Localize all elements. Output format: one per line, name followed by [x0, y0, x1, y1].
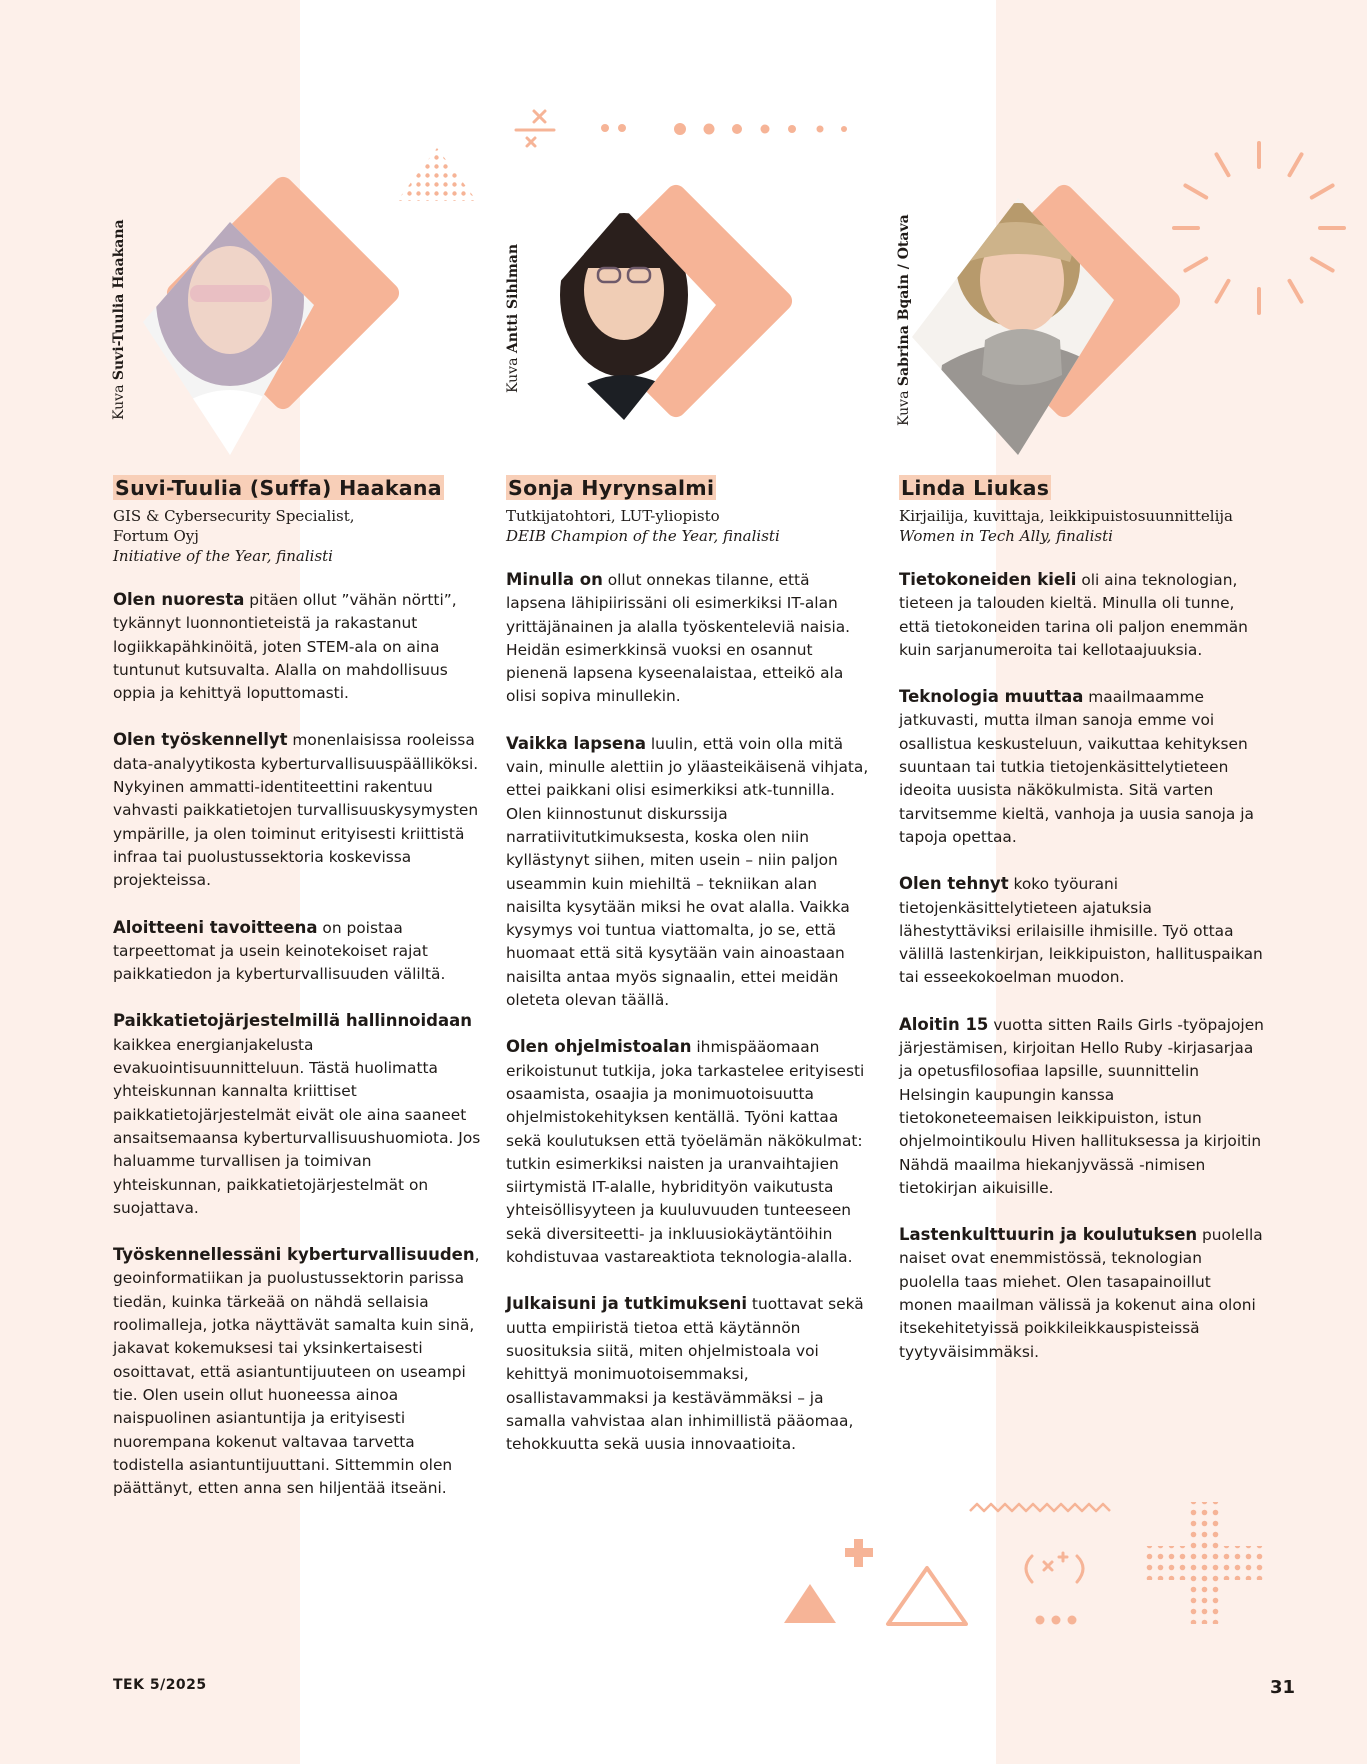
dotted-cross-icon	[1143, 1502, 1265, 1624]
sunburst-icon	[1174, 143, 1344, 313]
body-paragraph: Vaikka lapsena luulin, että voin olla mitä vain, minulle alettiin jo yläasteikäisenä vihjata, ettei paikkani olisi esimerkiksi atk-tunnilla. Olen kiinnostunut diskurssija narratiivitutkimuksesta, koska olen niin kyllästynyt siihen, miten usein – niin paljon useammin kuin miehiltä – tekniikan alan naisilta kysytään miksi he ovat alalla. Vaikka kysymys voi tuntua viattomalta, jo se, että huomaat että sitä kysytään vain ainoastaan naisilta antaa myös signaalin, ettei meidän oleteta olevan täällä.	[506, 733, 869, 1010]
page-number: 31	[1270, 1677, 1296, 1698]
issue-label: TEK 5/2025	[113, 1677, 207, 1693]
person-award: Initiative of the Year, finalisti	[113, 547, 333, 565]
body-paragraph: Olen ohjelmistoalan ihmispääomaan erikoistunut tutkija, joka tarkastelee erityisesti osaamista, osaajia ja monimuotoisuutta ohjelmistokehityksen kentällä. Työni kattaa sekä koulutuksen että työelämän näkökulmat: tutkin esimerkiksi naisten ja uranvaihtajien siirtymistä IT-alalle, hybridityön vaikutusta yhteisöllisyyteen ja kuuluvuuden tunteeseen sekä diversiteetti- ja inkluusiokäytäntöihin kohdistuvaa vastareaktiota teknologia-alalla.	[506, 1037, 865, 1267]
person-title: Tutkijatohtori, LUT-yliopisto	[506, 507, 720, 525]
person-award: Women in Tech Ally, finalisti	[899, 527, 1113, 545]
person-meta	[899, 506, 1267, 546]
body-paragraph: Lastenkulttuurin ja koulutuksen puolella naiset ovat enemmistössä, teknologian puolella taas miehet. Olen tasapainoillut monen maailman välissä ja kokenut aina oloni itsekehitetyissä poikkileikkauspisteissä tyytyväisimmäksi.	[899, 1225, 1263, 1361]
body-paragraph: Paikkatietojärjestelmillä hallinnoidaan kaikkea energianjakelusta evakuointisuunnitteluun. Tästä huolimatta yhteiskunnan kannalta kriittiset paikkatietojärjestelmät eivät ole aina saaneet ansaitsemaansa kyberturvallisuushuomiota. Jos haluamme turvallisen ja toimivan yhteiskunnan, paikkatietojärjestelmät on suojattava.	[113, 1011, 481, 1217]
body-paragraph: Olen nuoresta pitäen ollut ”vähän nörtti”, tykännyt luonnontieteistä ja rakastanut logiikkapähkinöitä, joten STEM-ala on aina tuntunut kutsuvalta. Alalla on mahdollisuus oppia ja kehittyä loputtomasti.	[113, 590, 457, 703]
dotted-triangle-icon	[397, 148, 477, 201]
plus-icon	[845, 1539, 873, 1567]
filled-triangle-icon	[784, 1584, 836, 1623]
person-company: Fortum Oyj	[113, 527, 199, 545]
photo-credit-1: Kuva Suvi-Tuulia Haakana	[111, 219, 127, 420]
body-paragraph: Työskennellessäni kyberturvallisuuden, geoinformatiikan ja puolustussektorin parissa tiedän, kuinka tärkeää on nähdä sellaisia roolimalleja, jotka näyttävät samalta kuin sinä, jakavat kokemuksesi tai yksinkertaisesti osoittavat, että asiantuntijuuteen on useampi tie. Olen usein ollut huoneessa ainoa naispuolinen asiantuntija ja erityisesti nuorempana kokenut valtavaa tarvetta todistella asiantuntijuuttani. Sittemmin olen päättänyt, etten anna sen hiljentää itseäni.	[113, 1245, 480, 1498]
person-meta	[113, 506, 481, 566]
zigzag-icon	[970, 1504, 1110, 1511]
body-paragraph: Julkaisuni ja tutkimukseni tuottavat sekä uutta empiiristä tietoa että käytännön suosituksia siitä, miten ohjelmistoala voi kehittyä monimuotoisemmaksi, osallistavammaksi ja kestävämmäksi – ja samalla vahvistaa alan inhimillistä pääomaa, tehokkuutta sekä uusia innovaatioita.	[506, 1294, 864, 1454]
formula-icon	[1026, 1553, 1083, 1582]
body-paragraph: Aloitin 15 vuotta sitten Rails Girls -työpajojen järjestämisen, kirjoitan Hello Ruby -kirjasarjaa ja opetusfilosofiaa lapsille, suunnittelin Helsingin kaupungin kanssa tietokoneteemaisen leikkipuiston, istun ohjelmointikoulu Hiven hallituksessa ja kirjoitin Nähdä maailma hiekanjyvässä -nimisen tietokirjan aikuisille.	[899, 1014, 1264, 1197]
profile-column-2	[506, 476, 874, 1479]
three-dots-icon	[1036, 1616, 1077, 1625]
photo-credit-3: Kuva Sabrina Bqain / Otava	[896, 214, 912, 426]
times-sign-icon	[516, 111, 554, 146]
body-paragraph: Aloitteeni tavoitteena on poistaa tarpeettomat ja usein keinotekoiset rajat paikkatiedon ja kyberturvallisuuden väliltä.	[113, 917, 446, 984]
outline-triangle-icon	[888, 1568, 966, 1624]
body-paragraph: Tietokoneiden kieli oli aina teknologian, tieteen ja talouden kieltä. Minulla oli tunne, että tietokoneiden tarina oli paljon enemmän kuin sarjanumeroita tai kellotaajuuksia.	[899, 570, 1248, 659]
profile-column-3	[899, 476, 1267, 1387]
profile-column-1	[113, 476, 481, 1523]
body-paragraph: Minulla on ollut onnekas tilanne, että lapsena lähipiirissäni oli esimerkiksi IT-alan yrittäjänainen ja alalla työskenteleviä naisia. Heidän esimerkkinsä vuoksi en osannut pienenä lapsena kyseenalaistaa, etteikö ala olisi sopiva minullekin.	[506, 570, 851, 706]
person-meta	[506, 506, 874, 546]
person-name: Sonja Hyrynsalmi	[508, 476, 715, 500]
body-paragraph: Olen työskennellyt monenlaisissa rooleissa data-analyytikosta kyberturvallisuuspäälliköksi. Nykyinen ammatti-identiteettini rakentuu vahvasti paikkatietojen turvallisuuskysymysten ympärille, ja olen toiminut erityisesti kriittistä infraa tai puolustussektoria koskevissa projekteissa.	[113, 730, 479, 890]
body-paragraph: Teknologia muuttaa maailmaamme jatkuvasti, mutta ilman sanoja emme voi osallistua keskusteluun, vaikuttaa kehityksen suuntaan tai tutkia tietojenkäsittelytieteen ideoita uusista näkökulmista. Sitä varten tarvitsemme kieltä, vanhoja ja uusia sanoja ja tapoja opettaa.	[899, 687, 1254, 846]
person-title: Kirjailija, kuvittaja, leikkipuistosuunnittelija	[899, 507, 1233, 525]
person-award: DEIB Champion of the Year, finalisti	[506, 527, 780, 545]
body-paragraph: Olen tehnyt koko työurani tietojenkäsittelytieteen ajatuksia lähestyttäviksi erilaisille ihmisille. Työ ottaa välillä lastenkirjan, leikkipuiston, hallituspaikan tai esseekokoelman muodon.	[899, 874, 1263, 987]
photo-credit-2: Kuva Antti Sihlman	[505, 243, 521, 393]
person-name: Suvi-Tuulia (Suffa) Haakana	[115, 476, 442, 500]
dot-row-icon	[601, 123, 847, 135]
person-name: Linda Liukas	[901, 476, 1050, 500]
person-title: GIS & Cybersecurity Specialist,	[113, 507, 355, 525]
